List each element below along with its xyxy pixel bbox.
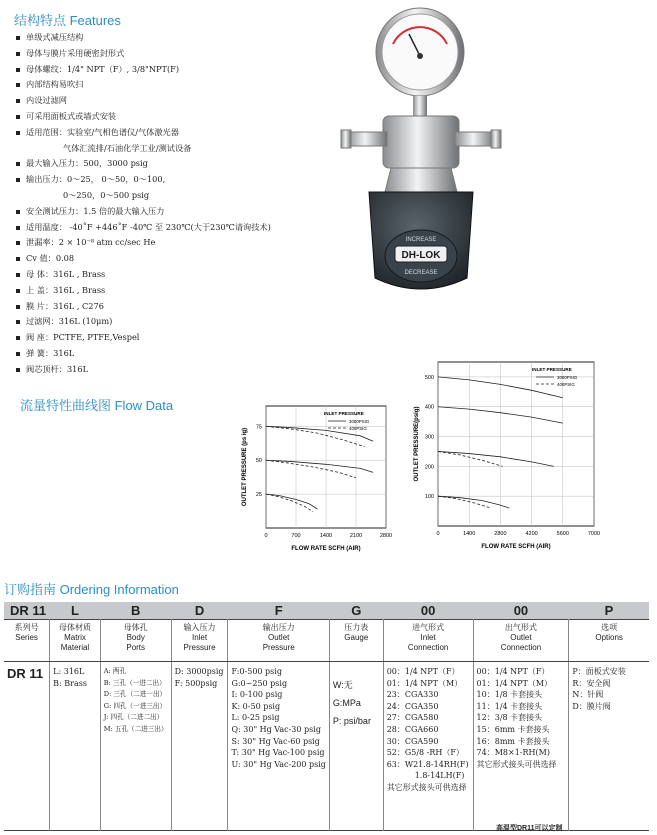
feature-text: 弹 簧：316L <box>26 347 75 358</box>
bullet-icon <box>16 210 20 214</box>
outlet-pressure-options <box>228 662 329 831</box>
series-value: DR 11 <box>4 662 50 831</box>
feature-text: 膜 片：316L , C276 <box>26 300 104 311</box>
order-code: F <box>228 602 329 620</box>
feature-item <box>16 235 271 251</box>
y-tick-label: 100 <box>424 494 434 501</box>
legend-title: INLET PRESSURE <box>324 411 364 416</box>
feature-text: 母体与膜片采用硬密封形式 <box>26 47 125 58</box>
option-line: 28：CGA660 <box>386 724 439 734</box>
order-code: DR 11 <box>4 602 50 620</box>
feature-item <box>16 314 271 330</box>
column-name-cn: 压力表 <box>344 623 369 632</box>
option-line: 16：8mm 卡套接头 <box>476 736 550 746</box>
option-line: P: psi/bar <box>332 716 371 726</box>
feature-text: 单级式减压结构 <box>26 32 84 42</box>
column-name-cn: 母体孔 <box>123 623 148 632</box>
feature-text: 母 体：316L , Brass <box>26 268 106 279</box>
y-tick-label: 200 <box>424 464 434 471</box>
x-tick-label: 0 <box>436 531 440 537</box>
order-code: 00 <box>473 602 569 620</box>
option-line: 30：CGA590 <box>386 736 439 746</box>
x-tick-label: 1400 <box>319 533 333 539</box>
bullet-icon <box>16 115 20 119</box>
inlet-port <box>347 132 387 146</box>
legend-entry: 3000PSIG <box>557 375 578 380</box>
outlet-connection-options <box>473 662 569 831</box>
feature-text: 泄漏率：2 × 10⁻⁸ atm cc/sec He <box>26 237 156 248</box>
regulator-body <box>383 116 459 168</box>
option-line: N：针阀 <box>572 690 604 700</box>
ordering-table <box>4 602 649 831</box>
option-line: S: 30" Hg Vac-60 psig <box>231 736 320 746</box>
feature-item <box>16 77 271 93</box>
option-line: F: 500psig <box>174 678 218 688</box>
feature-item <box>16 46 271 62</box>
y-axis-label: OUTLET PRESSURE(psig) <box>414 406 420 482</box>
option-line: 01：1/4 NPT（M） <box>476 678 553 688</box>
legend-entry: 400PSIG <box>349 426 367 431</box>
order-code: B <box>100 602 171 620</box>
feature-text: 最大输入压力：500，3000 psig <box>26 158 148 169</box>
bullet-icon <box>16 68 20 72</box>
feature-item <box>16 362 271 378</box>
option-line: P：面板式安装 <box>572 667 626 676</box>
option-line: D: 三孔（二进一出） <box>103 690 167 699</box>
bullet-icon <box>16 162 20 166</box>
order-code: P <box>569 602 649 620</box>
feature-text: Cv 值：0.08 <box>26 253 75 264</box>
bullet-icon <box>16 241 20 245</box>
option-line: 23：CGA330 <box>386 690 439 700</box>
order-column-name <box>569 620 649 662</box>
ordering-name-row <box>4 620 649 662</box>
option-line: 74：M8×1-RH(M) <box>476 748 550 758</box>
option-line: 1.8-14LH(F) <box>414 771 465 781</box>
column-name-en: Options <box>595 633 623 642</box>
legend-entry: 3000PSIG <box>349 419 370 424</box>
option-line: B: Brass <box>53 678 87 688</box>
option-line: K: 0-50 psig <box>231 701 281 711</box>
feature-item <box>16 141 271 157</box>
option-line: I: 0-100 psig <box>231 690 283 700</box>
column-name-cn: 系列号 <box>14 623 39 632</box>
feature-item <box>16 125 271 141</box>
x-axis-label: FLOW RATE SCFH (AIR) <box>481 544 551 550</box>
y-tick-label: 300 <box>424 434 434 441</box>
bullet-icon <box>16 305 20 309</box>
option-line: T: 30" Hg Vac-100 psig <box>231 748 325 758</box>
column-name-en: Series <box>15 633 38 642</box>
feature-item <box>16 109 271 125</box>
y-tick-label: 50 <box>255 458 262 465</box>
option-line: 00：1/4 NPT（F） <box>476 667 550 676</box>
option-line: 其它形式接头可供选择 <box>476 759 557 769</box>
option-line: L: 0-25 psig <box>231 713 280 723</box>
feature-text: 内设过滤网 <box>26 95 67 106</box>
bullet-icon <box>16 178 20 182</box>
footnote: 高温型DR11可以定制 <box>496 825 563 832</box>
bullet-icon <box>16 257 20 261</box>
option-line: D: 3000psig <box>174 667 224 676</box>
regulator-photo <box>333 4 503 304</box>
option-line: J: 四孔（二进二出） <box>103 713 164 722</box>
x-tick-label: 4200 <box>525 531 538 537</box>
feature-item <box>16 267 271 283</box>
ordering-title: 订购指南 Ordering Information <box>4 582 179 597</box>
feature-text: 母体螺纹：1/4" NPT（F）, 3/8"NPT(F) <box>26 63 180 74</box>
feature-text: 安全测试压力：1.5 倍的最大输入压力 <box>26 205 165 216</box>
feature-item <box>16 251 271 267</box>
order-column-name <box>4 620 50 662</box>
bullet-icon <box>16 226 20 230</box>
option-line: L: 316L <box>53 667 85 676</box>
order-column-name <box>383 620 473 662</box>
option-line: G:0~250 psig <box>231 678 288 688</box>
option-list <box>569 662 649 831</box>
option-line: 24：CGA350 <box>386 701 439 711</box>
features-list <box>16 30 271 378</box>
option-line: Q: 30" Hg Vac-30 psig <box>231 724 321 734</box>
x-tick-label: 7000 <box>587 531 601 537</box>
knob-brand-label: DH-LOK <box>401 250 441 261</box>
bullet-icon <box>16 52 20 56</box>
inlet-connection-options <box>383 662 473 831</box>
feature-item <box>16 330 271 346</box>
feature-item <box>16 283 271 299</box>
option-line: 63：W21.8-14RH(F) <box>386 759 469 769</box>
option-line: 11：1/4 卡套接头 <box>476 701 543 711</box>
feature-item <box>16 62 271 78</box>
column-name-cn: 输出压力 <box>262 623 295 632</box>
feature-text: 可采用面板式或墙式安装 <box>26 110 117 121</box>
series-line <box>438 451 554 466</box>
bullet-icon <box>16 99 20 103</box>
feature-text: 气体汇流排/石油化学工业/测试设备 <box>63 142 192 153</box>
order-column-name <box>171 620 228 662</box>
features-title: 结构特点 Features <box>14 13 121 28</box>
feature-text: 适用温度： -40˚F +446˚F -40℃ 至 230℃(大于230℃请询技术) <box>26 221 271 232</box>
feature-item <box>16 93 271 109</box>
order-code: G <box>329 602 383 620</box>
x-tick-label: 2800 <box>494 531 507 537</box>
feature-text: 内部结构易吹扫 <box>26 79 84 90</box>
y-axis-label: OUTLET PRESSURE (ps ig) <box>242 427 248 507</box>
column-name-en: Outlet Connection <box>500 633 542 652</box>
order-column-name <box>329 620 383 662</box>
order-code: 00 <box>383 602 473 620</box>
option-line: 12：3/8 卡套接头 <box>476 713 543 723</box>
feature-text: 阀芯顶杆：316L <box>26 363 89 374</box>
order-column-name <box>100 620 171 662</box>
bullet-icon <box>16 83 20 87</box>
y-tick-label: 25 <box>255 492 262 499</box>
feature-text: 过滤网：316L (10μm) <box>26 316 113 327</box>
feature-item <box>16 204 271 220</box>
body-port-options <box>100 662 171 831</box>
order-code: D <box>171 602 228 620</box>
column-name-cn: 出气形式 <box>504 623 537 632</box>
column-name-en: Gauge <box>344 633 369 642</box>
feature-item <box>16 188 271 204</box>
option-line: G:MPa <box>332 698 361 708</box>
legend-title: INLET PRESSURE <box>532 367 572 372</box>
feature-item <box>16 220 271 236</box>
order-column-name <box>473 620 569 662</box>
legend-entry: 400PSIG <box>557 382 575 387</box>
bullet-icon <box>16 336 20 340</box>
feature-item <box>16 299 271 315</box>
column-name-en: Inlet Connection <box>407 633 449 652</box>
option-line: A: 两孔 <box>103 667 127 675</box>
column-name-cn: 输入压力 <box>183 623 216 632</box>
knob-increase-label: INCREASE <box>405 237 437 243</box>
y-tick-label: 400 <box>424 404 434 411</box>
option-line: 10：1/8 卡套接头 <box>476 690 543 700</box>
column-name-cn: 母体材质 <box>58 623 91 632</box>
inlet-pressure-options <box>171 662 228 831</box>
feature-text: 上 盖：316L , Brass <box>26 284 106 295</box>
option-line: R：安全阀 <box>572 678 611 688</box>
option-line: F:0-500 psig <box>231 667 282 676</box>
x-tick-label: 2800 <box>379 533 393 539</box>
option-line: 其它形式接头可供选择 <box>386 782 467 792</box>
ordering-options-row <box>4 662 649 831</box>
option-line: G: 四孔（一进三出） <box>103 701 167 710</box>
option-line: U: 30" Hg Vac-200 psig <box>231 759 326 769</box>
option-line: D：膜片阀 <box>572 701 611 711</box>
column-name-en: Matrix Material <box>60 633 90 652</box>
order-column-name <box>228 620 329 662</box>
series-line <box>266 494 317 509</box>
option-line: M: 五孔（二进三出） <box>103 724 168 733</box>
option-line: 15：6mm 卡套接头 <box>476 724 550 734</box>
x-tick-label: 0 <box>264 533 268 539</box>
column-name-en: Outlet Pressure <box>262 633 295 652</box>
option-line: 00：1/4 NPT（F） <box>386 667 460 676</box>
column-name-en: Body Ports <box>126 633 146 652</box>
feature-item <box>16 346 271 362</box>
bullet-icon <box>16 273 20 277</box>
option-line: B: 三孔（一进二出） <box>103 678 166 687</box>
bullet-icon <box>16 320 20 324</box>
x-tick-label: 1400 <box>463 531 476 537</box>
x-tick-label: 5600 <box>556 531 569 537</box>
feature-text: 输出压力：0～25， 0～50，0～100, <box>26 174 166 185</box>
column-name-en: Inlet Pressure <box>183 633 216 652</box>
bullet-icon <box>16 289 20 293</box>
ordering-code-row <box>4 602 649 620</box>
option-line: 52：G5/8 -RH（F） <box>386 748 464 758</box>
gauge-face <box>382 14 458 90</box>
flow-chart-low <box>232 398 400 558</box>
order-code: L <box>50 602 101 620</box>
option-line: 01：1/4 NPT（M） <box>386 678 463 688</box>
gauge-options <box>329 662 383 831</box>
feature-item <box>16 30 271 46</box>
x-tick-label: 2100 <box>349 533 363 539</box>
bullet-icon <box>16 131 20 135</box>
flow-data-title: 流量特性曲线图 Flow Data <box>20 398 174 413</box>
outlet-port <box>455 132 495 146</box>
feature-text: 适用范围：实验室/气相色谱仪/气体激光器 <box>26 126 179 137</box>
feature-text: 0～250，0～500 psig <box>63 189 150 200</box>
material-options <box>50 662 101 831</box>
y-tick-label: 500 <box>424 374 434 381</box>
feature-item <box>16 172 271 188</box>
option-line: W:无 <box>332 680 353 690</box>
bullet-icon <box>16 368 20 372</box>
feature-text: 阀 座：PCTFE, PTFE,Vespel <box>26 332 140 343</box>
option-line: 27：CGA580 <box>386 713 439 723</box>
y-tick-label: 75 <box>255 424 262 431</box>
bullet-icon <box>16 36 20 40</box>
column-name-cn: 进气形式 <box>412 623 445 632</box>
column-name-cn: 选项 <box>601 623 618 632</box>
flow-chart-high <box>408 358 608 556</box>
knob-decrease-label: DECREASE <box>404 270 438 276</box>
x-axis-label: FLOW RATE SCFH (AIR) <box>291 546 361 552</box>
order-column-name <box>50 620 101 662</box>
x-tick-label: 700 <box>291 533 301 539</box>
feature-item <box>16 156 271 172</box>
bullet-icon <box>16 352 20 356</box>
